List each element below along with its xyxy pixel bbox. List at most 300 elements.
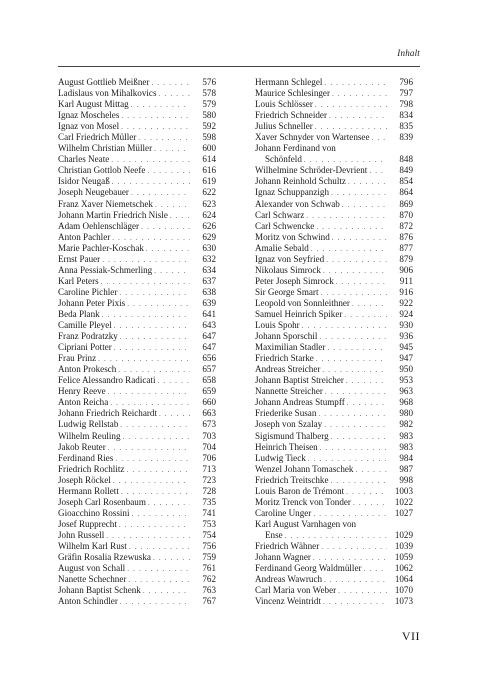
toc-entry-page: 877	[399, 242, 413, 253]
toc-entry	[58, 309, 216, 320]
toc-entry	[255, 364, 413, 375]
dot-leader	[329, 432, 387, 443]
dot-leader	[113, 454, 190, 465]
toc-entry	[58, 486, 216, 497]
toc-entry-page: 983	[399, 430, 413, 441]
toc-entry	[58, 77, 216, 88]
toc-entry	[58, 431, 216, 442]
toc-entry-page: 630	[202, 242, 216, 253]
toc-entry-page: 1022	[394, 496, 413, 507]
toc-entry	[255, 210, 413, 221]
toc-entry-page: 637	[202, 275, 216, 286]
toc-entry-name: Christian Gottlob Neefe	[58, 165, 146, 176]
toc-entry	[58, 364, 216, 375]
toc-entry-name: Moritz Trenck von Tonder	[255, 496, 351, 507]
toc-entry-page: 713	[202, 463, 216, 474]
toc-entry-name: Wilhelm Christian Müller	[58, 143, 153, 154]
toc-entry	[58, 552, 216, 563]
toc-entry	[255, 265, 413, 276]
toc-entry-page: 703	[202, 430, 216, 441]
toc-entry-name: Johann Martin Friedrich Nisle	[58, 209, 168, 220]
toc-left-column	[58, 77, 216, 607]
toc-entry-page: 619	[202, 176, 216, 187]
toc-entry-page: 864	[399, 187, 413, 198]
toc-entry-name: Friedrich Rochlitz	[58, 463, 125, 474]
toc-entry-name: Frau Prinz	[58, 353, 97, 364]
toc-entry-page: 984	[399, 452, 413, 463]
toc-entry-name: Andreas Streicher	[255, 364, 321, 375]
toc-entry-name: Gioacchino Rossini	[58, 507, 130, 518]
toc-entry-page: 580	[202, 110, 216, 121]
toc-entry-name: Joseph von Szalay	[255, 419, 323, 430]
toc-entry-page: 706	[202, 452, 216, 463]
toc-entry-page: 1029	[394, 529, 413, 540]
toc-entry-name: Anton Pachler	[58, 231, 111, 242]
toc-entry	[255, 320, 413, 331]
dot-leader	[314, 354, 387, 365]
toc-entry-name: John Russell	[58, 529, 105, 540]
toc-entry-name: Joseph Röckel	[58, 474, 111, 485]
toc-entry-page: 947	[399, 353, 413, 364]
toc-entry-name: Peter Joseph Simrock	[255, 275, 334, 286]
toc-entry	[58, 298, 216, 309]
toc-entry-page: 872	[399, 220, 413, 231]
toc-entry-page: 924	[399, 308, 413, 319]
toc-entry	[58, 243, 216, 254]
toc-entry-name: Friedrich Starke	[255, 353, 314, 364]
dot-leader	[345, 398, 387, 409]
dot-leader	[317, 332, 387, 343]
toc-entry-name: Ferdinand Ries	[58, 452, 114, 463]
toc-entry	[255, 165, 413, 176]
toc-entry-page: 848	[399, 154, 413, 165]
toc-entry-page: 657	[202, 364, 216, 375]
toc-entry	[255, 585, 413, 596]
toc-entry-name: Anton Schindler	[58, 596, 118, 607]
toc-entry	[58, 375, 216, 386]
toc-entry	[255, 132, 413, 143]
toc-entry-page: 798	[399, 99, 413, 110]
dot-leader	[118, 420, 190, 431]
toc-entry-name: Caroline Pichler	[58, 286, 118, 297]
toc-entry-page: 659	[202, 386, 216, 397]
toc-entry	[255, 199, 413, 210]
toc-entry	[58, 132, 216, 143]
toc-entry-name: Beda Plank	[58, 308, 100, 319]
toc-entry-page: 998	[399, 474, 413, 485]
toc-entry-name: Karl August Varnhagen von	[255, 518, 357, 529]
toc-entry-page: 579	[202, 99, 216, 110]
dot-leader	[129, 509, 190, 520]
toc-entry-name: August Gottlieb Meißner	[58, 77, 150, 87]
toc-entry-page: 797	[399, 88, 413, 99]
toc-entry	[58, 199, 216, 210]
toc-entry-page: 576	[202, 77, 216, 87]
dot-leader	[322, 420, 387, 431]
toc-entry-page: 906	[399, 264, 413, 275]
toc-entry-name: Johann Wagner	[255, 552, 311, 563]
toc-entry-name: Johann Sporschil	[255, 331, 318, 342]
toc-entry-page: 835	[399, 121, 413, 132]
toc-entry-name: Johann Friedrich Reichardt	[58, 408, 157, 419]
toc-entry-page: 598	[202, 132, 216, 143]
toc-entry-name: Louis Spohr	[255, 320, 300, 331]
toc-entry	[255, 276, 413, 287]
toc-entry	[255, 508, 413, 519]
dot-leader	[129, 100, 190, 111]
toc-entry-page: 600	[202, 143, 216, 154]
toc-entry-page: 592	[202, 121, 216, 132]
toc-entry-name: Franz Podratzky	[58, 331, 118, 342]
dot-leader	[304, 211, 387, 222]
toc-entry-page: 987	[399, 463, 413, 474]
toc-entry-page: 673	[202, 419, 216, 430]
toc-entry	[58, 121, 216, 132]
toc-entry-page: 936	[399, 331, 413, 342]
toc-entry	[255, 154, 413, 165]
toc-entry	[255, 431, 413, 442]
toc-entry-name: Wilhelm Reuling	[58, 430, 121, 441]
toc-entry-page: 629	[202, 231, 216, 242]
toc-entry-name: Adam Oehlenschläger	[58, 220, 140, 231]
toc-entry	[58, 464, 216, 475]
toc-entry-page: 741	[202, 507, 216, 518]
toc-entry-page: 1062	[394, 563, 413, 574]
toc-entry-name: Heinrich Theisen	[255, 441, 318, 452]
toc-entry	[255, 221, 413, 232]
toc-entry	[58, 165, 216, 176]
toc-entry-page: 754	[202, 529, 216, 540]
toc-entry	[255, 298, 413, 309]
dot-leader	[346, 177, 387, 188]
toc-entry-name: Johann Peter Pixis	[58, 297, 126, 308]
toc-entry	[58, 342, 216, 353]
toc-entry	[58, 585, 216, 596]
toc-entry	[58, 530, 216, 541]
toc-entry	[58, 331, 216, 342]
toc-entry	[255, 386, 413, 397]
dot-leader	[139, 222, 190, 233]
running-head-title: Inhalt	[397, 48, 420, 58]
toc-entry	[58, 187, 216, 198]
toc-entry-name: August von Schall	[58, 563, 126, 574]
toc-entry-page: 761	[202, 563, 216, 574]
toc-entry	[255, 497, 413, 508]
toc-entry	[58, 99, 216, 110]
toc-entry-name: Hermann Schlegel	[255, 77, 323, 87]
toc-entry	[58, 265, 216, 276]
dot-leader	[146, 498, 190, 509]
toc-entry-page: 849	[399, 165, 413, 176]
toc-entry	[58, 110, 216, 121]
toc-entry-page: 578	[202, 88, 216, 99]
toc-entry-page: 968	[399, 397, 413, 408]
toc-entry	[58, 397, 216, 408]
toc-entry-name: Cipriani Potter	[58, 342, 112, 353]
toc-entry	[58, 254, 216, 265]
toc-entry-page: 656	[202, 353, 216, 364]
toc-entry-name: Sigismund Thalberg	[255, 430, 329, 441]
toc-entry-page: 623	[202, 198, 216, 209]
toc-entry-name: Franz Xaver Niemetschek	[58, 198, 153, 209]
toc-entry-page: 759	[202, 552, 216, 563]
toc-entry-page: 634	[202, 264, 216, 275]
toc-entry	[58, 475, 216, 486]
toc-entry	[255, 486, 413, 497]
toc-entry	[58, 221, 216, 232]
dot-leader	[141, 586, 190, 597]
toc-entry-page: 767	[202, 596, 216, 607]
toc-entry	[255, 121, 413, 132]
toc-entry	[58, 508, 216, 519]
toc-entry	[255, 77, 413, 88]
toc-entry-page: 834	[399, 110, 413, 121]
toc-entry-name: Johann Baptist Schenk	[58, 585, 141, 596]
toc-entry	[255, 419, 413, 430]
toc-entry-name: Ignaz Moscheles	[58, 110, 120, 121]
toc-entry-page: 1059	[394, 552, 413, 563]
toc-entry-name: Andreas Wawruch	[255, 574, 323, 585]
dot-leader	[318, 443, 387, 454]
toc-entry-name: Alexander von Schwab	[255, 198, 340, 209]
dot-leader	[327, 111, 387, 122]
toc-entry-page: 663	[202, 408, 216, 419]
toc-entry-name: Nannette Streicher	[255, 386, 323, 397]
toc-entry	[58, 519, 216, 530]
toc-entry-name: Moritz von Schwind	[255, 231, 330, 242]
toc-entry-page: 916	[399, 286, 413, 297]
toc-entry-name: Anton Reicha	[58, 397, 109, 408]
toc-entry-name: Schönfeld	[265, 154, 302, 165]
toc-entry-name: Jakob Reuter	[58, 441, 106, 452]
toc-entry-name: Isidor Neugaß	[58, 176, 110, 187]
toc-entry	[255, 99, 413, 110]
dot-leader	[367, 166, 387, 177]
page-number: VII	[401, 629, 420, 643]
toc-entry-name: Ignaz von Mosel	[58, 121, 120, 132]
toc-entry	[255, 331, 413, 342]
dot-leader	[118, 332, 190, 343]
toc-entry-page: 622	[202, 187, 216, 198]
toc-entry	[58, 154, 216, 165]
dot-leader	[117, 520, 190, 531]
toc-entry	[58, 320, 216, 331]
toc-entry	[255, 88, 413, 99]
toc-entry	[255, 552, 413, 563]
toc-entry-page: 911	[399, 275, 413, 286]
toc-entry	[255, 541, 413, 552]
toc-entry-name: Ludwig Tieck	[255, 452, 306, 463]
toc-entry-page: 980	[399, 408, 413, 419]
toc-entry	[255, 408, 413, 419]
dot-leader	[100, 310, 190, 321]
toc-entry-name: Louis Baron de Trémont	[255, 485, 345, 496]
toc-entry	[58, 408, 216, 419]
toc-entry-name: Leopold von Sonnleithner	[255, 297, 350, 308]
toc-entry-page: 869	[399, 198, 413, 209]
toc-entry	[58, 563, 216, 574]
toc-entry-name: Xaver Schnyder von Wartensee	[255, 132, 370, 143]
toc-entry-page: 756	[202, 540, 216, 551]
toc-entry-page: 647	[202, 342, 216, 353]
toc-entry-page: 982	[399, 419, 413, 430]
toc-entry-name: Joseph Neugebauer	[58, 187, 129, 198]
toc-entry-name: Maximilian Stadler	[255, 342, 326, 353]
toc-entry-page: 762	[202, 574, 216, 585]
dot-leader	[334, 277, 387, 288]
toc-entry-page: 930	[399, 320, 413, 331]
toc-entry	[255, 110, 413, 121]
toc-entry-name: Carl Schwencke	[255, 220, 315, 231]
toc-entry	[58, 287, 216, 298]
toc-entry-page: 641	[202, 308, 216, 319]
toc-entry-name: Ignaz von Seyfried	[255, 253, 325, 264]
toc-entry-page: 950	[399, 364, 413, 375]
toc-entry-page: 839	[399, 132, 413, 143]
dot-leader	[330, 233, 387, 244]
toc-entry-name: Maurice Schlesinger	[255, 88, 330, 99]
toc-entry-name: Camille Pleyel	[58, 320, 112, 331]
toc-entry-page: 945	[399, 342, 413, 353]
toc-entry	[58, 596, 216, 607]
toc-entry-name: Charles Neate	[58, 154, 110, 165]
toc-entry-name: Ladislaus von Mihalkovics	[58, 88, 157, 99]
dot-leader	[124, 465, 190, 476]
toc-entry-name: Ferdinand Georg Waldmüller	[255, 563, 362, 574]
toc-right-column	[255, 77, 413, 607]
toc-entry-name: Caroline Unger	[255, 507, 312, 518]
toc-entry-page: 704	[202, 441, 216, 452]
toc-entry	[58, 353, 216, 364]
toc-entry-page: 624	[202, 209, 216, 220]
toc-entry-name: Louis Schlösser	[255, 99, 313, 110]
toc-entry-page: 658	[202, 375, 216, 386]
toc-entry-name: Gräfin Rosalia Rzewuska	[58, 552, 151, 563]
dot-leader	[319, 542, 387, 553]
toc-entry-page: 983	[399, 441, 413, 452]
toc-entry-page: 723	[202, 474, 216, 485]
dot-leader	[336, 586, 387, 597]
dot-leader	[112, 343, 190, 354]
toc-entry-name: Anton Prokesch	[58, 364, 117, 375]
toc-entry-page: 876	[399, 231, 413, 242]
dot-leader	[144, 244, 190, 255]
toc-entry	[58, 419, 216, 430]
toc-entry	[58, 176, 216, 187]
dot-leader	[324, 255, 387, 266]
toc-entry	[58, 232, 216, 243]
toc-entry	[255, 232, 413, 243]
toc-entry-page: 763	[202, 585, 216, 596]
toc-entry-name: Wilhelmine Schröder-Devrient	[255, 165, 368, 176]
toc-entry-page: 1027	[394, 507, 413, 518]
toc-entry	[58, 453, 216, 464]
toc-entry-page: 626	[202, 220, 216, 231]
dot-leader	[125, 564, 190, 575]
toc-entry	[255, 353, 413, 364]
toc-entry-name: Samuel Heinrich Spiker	[255, 308, 343, 319]
toc-entry-page: 632	[202, 253, 216, 264]
toc-entry-name: Carl Maria von Weber	[255, 585, 337, 596]
toc-entry-name: Johann Baptist Streicher	[255, 375, 344, 386]
toc-entry-name: Johann Andreas Stumpff	[255, 397, 345, 408]
toc-entry-name: Marie Pachler-Koschak	[58, 242, 144, 253]
toc-entry	[255, 176, 413, 187]
toc-entry-name: Ignaz Schuppanzigh	[255, 187, 329, 198]
dot-leader	[151, 553, 190, 564]
dot-leader	[353, 465, 387, 476]
toc-entry-name: Nanette Schechner	[58, 574, 127, 585]
toc-entry-page: 1064	[394, 574, 413, 585]
toc-entry-page: 643	[202, 320, 216, 331]
toc-entry	[255, 596, 413, 607]
toc-entry-name: Friedrich Schneider	[255, 110, 327, 121]
toc-entry-name: Nikolaus Simrock	[255, 264, 321, 275]
toc-entry-name: Karl Peters	[58, 275, 99, 286]
toc-entry-name: Friedrich Treitschke	[255, 474, 329, 485]
toc-entry-name: Hermann Rollett	[58, 485, 119, 496]
toc-entry	[58, 574, 216, 585]
toc-entry-page: 796	[399, 77, 413, 87]
toc-entry-name: Carl Schwarz	[255, 209, 305, 220]
dot-leader	[322, 78, 387, 89]
dot-leader	[152, 144, 190, 155]
dot-leader	[118, 597, 190, 608]
toc-entry-name: Felice Alessandro Radicati	[58, 375, 156, 386]
toc-entry-page: 854	[399, 176, 413, 187]
toc-entry-name: Karl August Mittag	[58, 99, 129, 110]
toc-entry	[58, 497, 216, 508]
toc-entry-name: Joseph Carl Rosenbaum	[58, 496, 146, 507]
toc-entry	[58, 210, 216, 221]
toc-entry	[255, 143, 413, 154]
dot-leader	[152, 266, 190, 277]
toc-entry-name: Sir George Smart	[255, 286, 319, 297]
toc-entry-name: Wenzel Johann Tomaschek	[255, 463, 354, 474]
toc-entry-name: Ernst Pauer	[58, 253, 101, 264]
toc-entry-name: Friedrich Wähner	[255, 540, 320, 551]
toc-entry-name: Josef Rupprecht	[58, 518, 117, 529]
toc-entry-page: 638	[202, 286, 216, 297]
toc-entry	[58, 88, 216, 99]
dot-leader	[157, 89, 190, 100]
toc-entry-page: 614	[202, 154, 216, 165]
dot-leader	[125, 299, 190, 310]
dot-leader	[106, 387, 190, 398]
toc-entry-name: Friederike Susan	[255, 408, 317, 419]
toc-entry	[255, 397, 413, 408]
toc-entry-page: 1073	[394, 596, 413, 607]
toc-entry-page: 1003	[394, 485, 413, 496]
toc-entry-name: Amalie Sebald	[255, 242, 309, 253]
dot-leader	[321, 597, 387, 608]
toc-entry-page: 953	[399, 375, 413, 386]
toc-entry	[255, 475, 413, 486]
dot-leader	[168, 211, 190, 222]
toc-entry-page: 1039	[394, 540, 413, 551]
toc-entry-page: 879	[399, 253, 413, 264]
toc-entry-page: 639	[202, 297, 216, 308]
toc-entry-name: Julius Schneller	[255, 121, 313, 132]
dot-leader	[121, 432, 190, 443]
toc-entry	[58, 276, 216, 287]
toc-entry-name: Johann Ferdinand von	[255, 143, 336, 154]
dot-leader	[316, 409, 387, 420]
dot-leader	[330, 89, 387, 100]
toc-entry	[58, 386, 216, 397]
dot-leader	[119, 111, 190, 122]
toc-entry-name: Ludwig Rellstab	[58, 419, 119, 430]
